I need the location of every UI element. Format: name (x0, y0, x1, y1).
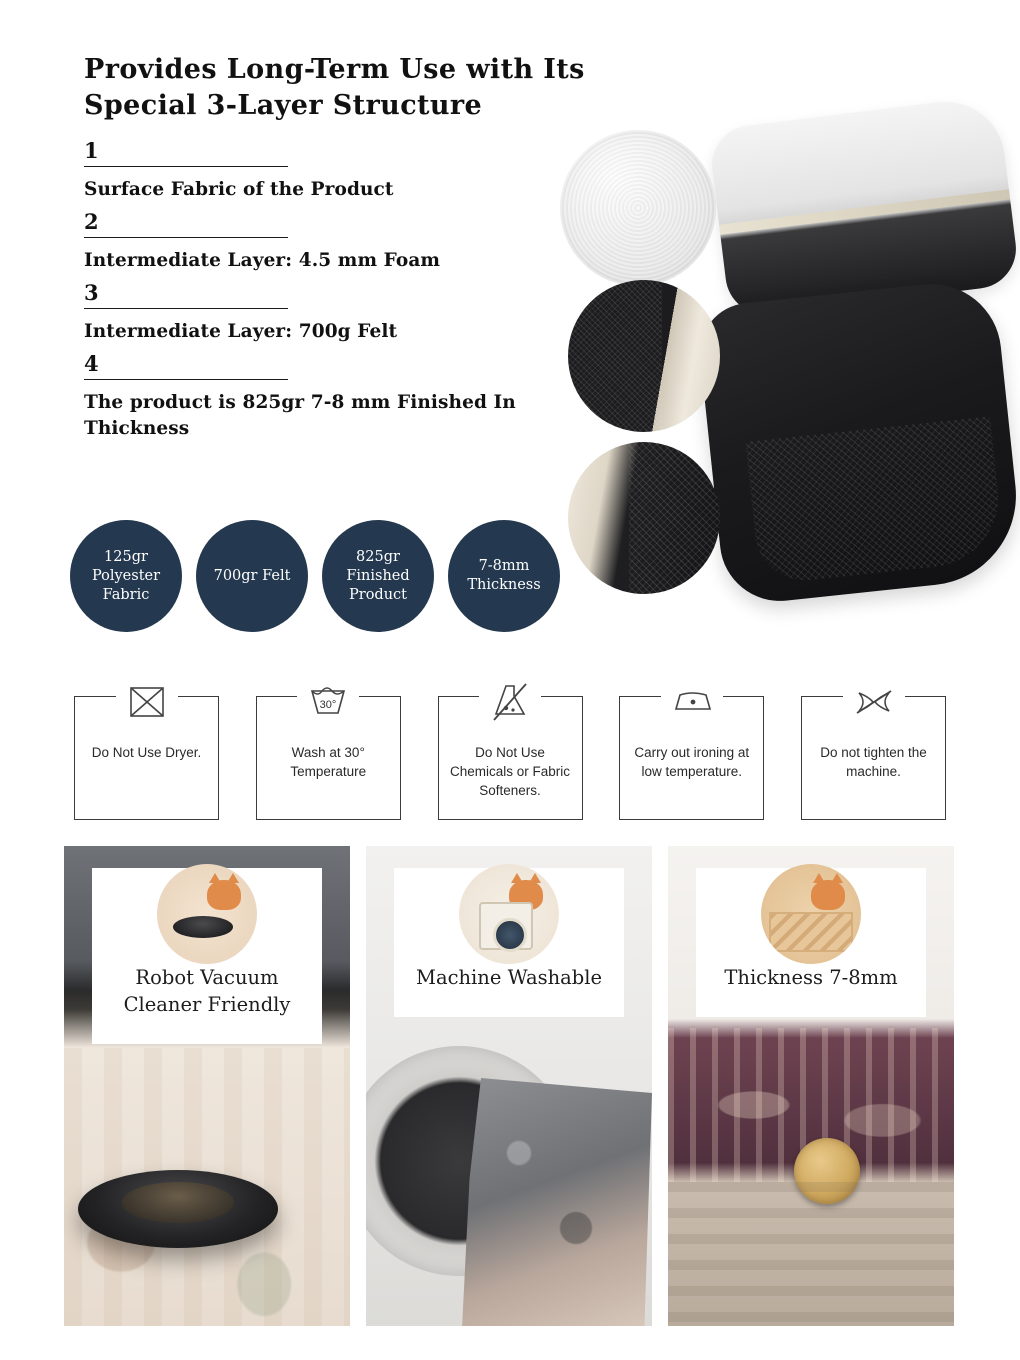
layer-number: 3 (84, 280, 99, 305)
feature-caption: Thickness 7-8mm (696, 868, 926, 1017)
svg-text:30°: 30° (319, 699, 337, 711)
layer-item (84, 280, 554, 345)
layer-text: Intermediate Layer: 4.5 mm Foam (84, 250, 441, 271)
layer-text: Intermediate Layer: 700g Felt (84, 321, 398, 342)
layer-number: 1 (84, 138, 99, 163)
cat-icon (811, 880, 845, 910)
care-label: Do not tighten the machine. (820, 745, 927, 779)
laundry-rug (462, 1078, 652, 1326)
washer-icon (479, 902, 533, 950)
layer-item (84, 209, 554, 274)
care-item-no-chemicals (438, 696, 583, 820)
product-layer-photo (560, 112, 1010, 612)
feature-card-thickness (668, 846, 954, 1326)
robot-vacuum-icon (157, 864, 257, 964)
layer-number: 2 (84, 209, 99, 234)
no-chemicals-icon (479, 675, 541, 729)
care-instructions (74, 696, 946, 820)
low-iron-icon (661, 675, 723, 729)
care-item-low-iron (619, 696, 764, 820)
care-item-do-not-wring (801, 696, 946, 820)
feature-card-robot-vacuum (64, 846, 350, 1326)
layer-divider (84, 308, 288, 309)
feature-card-machine-washable (366, 846, 652, 1326)
feature-caption: Robot Vacuum Cleaner Friendly (92, 868, 322, 1044)
spec-badge-group (70, 520, 560, 632)
spec-badge: 125gr Polyester Fabric (70, 520, 182, 632)
layer-divider (84, 237, 288, 238)
washing-machine-icon (459, 864, 559, 964)
layer-text: Surface Fabric of the Product (84, 179, 394, 200)
rug-thickness-icon (761, 864, 861, 964)
feature-cards (64, 846, 956, 1326)
felt-layer-swatch (568, 442, 720, 594)
care-label: Carry out ironing at low temperature. (634, 745, 750, 779)
care-label: Wash at 30° Temperature (290, 745, 367, 779)
mat-bottom-layer-image (695, 277, 1020, 607)
layer-text: The product is 825gr 7-8 mm Finished In Thickness (84, 392, 516, 439)
page-title: Provides Long-Term Use with Its Special 3-Layer Structure (84, 54, 585, 121)
care-item-no-dryer (74, 696, 219, 820)
spec-badge: 700gr Felt (196, 520, 308, 632)
layer-number: 4 (84, 351, 99, 376)
spec-badge: 825gr Finished Product (322, 520, 434, 632)
robot-vacuum-device (78, 1170, 278, 1248)
feature-caption: Machine Washable (394, 868, 624, 1017)
layer-list (84, 138, 554, 448)
do-not-wring-icon (843, 675, 905, 729)
layer-divider (84, 379, 288, 380)
foam-layer-swatch (568, 280, 720, 432)
cat-icon (207, 880, 241, 910)
care-label: Do Not Use Chemicals or Fabric Softeners. (449, 745, 571, 798)
layer-item (84, 351, 554, 442)
care-label: Do Not Use Dryer. (91, 745, 202, 760)
layer-item (84, 138, 554, 203)
coin-reference (794, 1138, 860, 1204)
wash-30-icon (297, 675, 359, 729)
surface-fabric-swatch (560, 130, 716, 286)
no-dryer-icon (116, 675, 178, 729)
mat-top-layer-image (708, 95, 1020, 319)
care-item-wash-30 (256, 696, 401, 820)
spec-badge: 7-8mm Thickness (448, 520, 560, 632)
vacuum-icon (173, 916, 233, 938)
rug-icon (769, 912, 853, 952)
layer-divider (84, 166, 288, 167)
